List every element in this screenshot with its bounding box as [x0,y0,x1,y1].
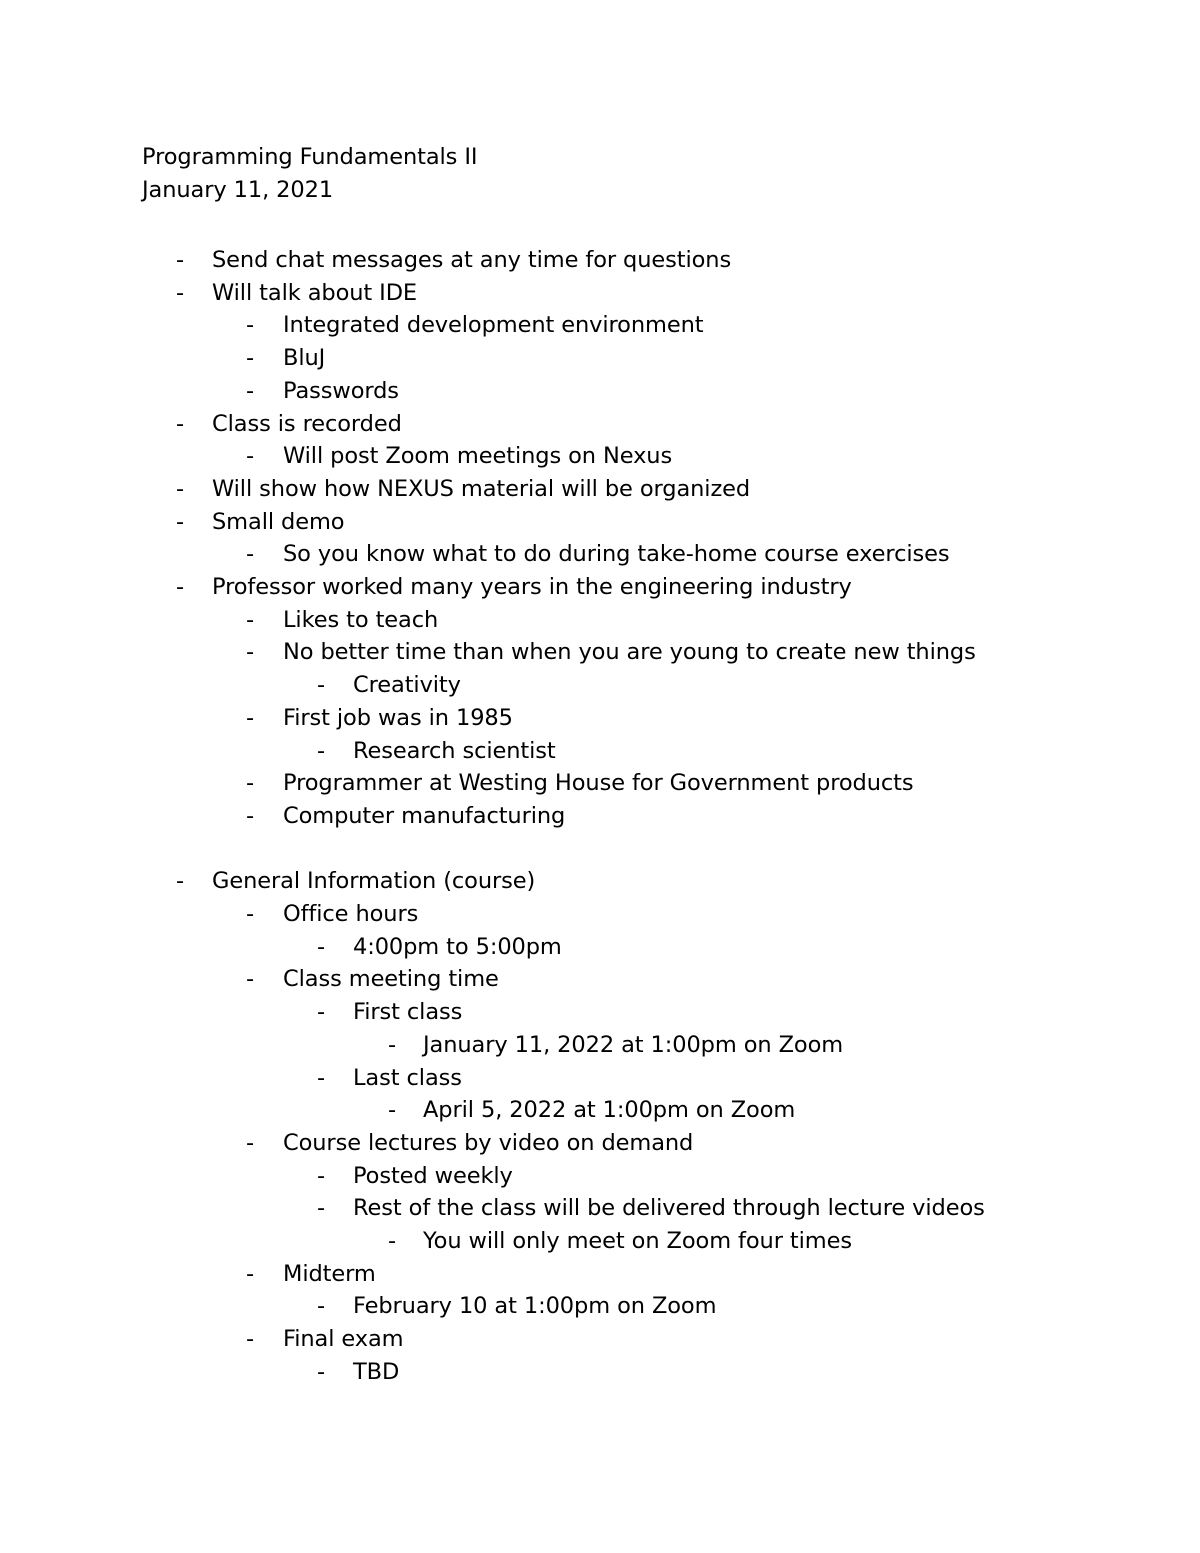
list-item-level-3: Last class [353,1064,462,1091]
list-item-level-1: Will show how NEXUS material will be organized [212,475,751,502]
list-item-level-4: January 11, 2022 at 1:00pm on Zoom [423,1031,844,1058]
bullet-marker: - [246,639,255,666]
list-item-level-2: Office hours [283,901,419,927]
bullet-marker: - [246,1260,255,1287]
list-item-level-1: Send chat messages at any time for questions [212,247,732,273]
list-item-level-2: Final exam [283,1326,404,1353]
list-item-level-3: Creativity [353,672,461,699]
bullet-marker: - [388,1228,397,1254]
bullet-marker: - [317,672,326,699]
bullet-marker: - [317,933,326,960]
list-item-level-3: 4:00pm to 5:00pm [353,933,562,960]
list-item-level-2: Programmer at Westing House for Government products [283,770,914,797]
list-item-level-3: TBD [353,1358,400,1385]
bullet-marker: - [246,901,255,927]
list-item-level-2: Class meeting time [283,966,499,993]
bullet-marker: - [246,1326,255,1353]
document-date: January 11, 2021 [142,176,334,203]
list-item-level-1: General Information (course) [212,868,536,895]
bullet-marker: - [317,999,326,1026]
bullet-marker: - [317,1293,326,1320]
list-item-level-2: First job was in 1985 [283,704,513,731]
list-item-level-1: Class is recorded [212,410,402,437]
list-item-level-3: Research scientist [353,737,556,764]
bullet-marker: - [246,1129,255,1156]
list-item-level-2: Midterm [283,1260,376,1287]
bullet-marker: - [176,410,185,437]
list-item-level-4: April 5, 2022 at 1:00pm on Zoom [423,1097,796,1124]
list-item-level-3: First class [353,999,463,1026]
list-item-level-1: Small demo [212,508,345,535]
bullet-marker: - [246,770,255,797]
bullet-marker: - [176,279,185,306]
bullet-marker: - [388,1031,397,1058]
bullet-marker: - [246,966,255,993]
bullet-marker: - [246,606,255,633]
list-item-level-2: BluJ [283,345,326,372]
bullet-marker: - [317,1358,326,1385]
list-item-level-3: February 10 at 1:00pm on Zoom [353,1293,717,1320]
list-item-level-2: Computer manufacturing [283,802,566,829]
bullet-marker: - [246,704,255,731]
bullet-marker: - [388,1097,397,1124]
list-item-level-2: Integrated development environment [283,312,704,339]
list-item-level-1: Professor worked many years in the engineering industry [212,574,852,600]
bullet-marker: - [246,541,255,568]
bullet-marker: - [317,737,326,764]
list-item-level-2: Likes to teach [283,606,439,633]
list-item-level-2: Passwords [283,377,399,404]
bullet-marker: - [246,802,255,829]
bullet-marker: - [246,312,255,339]
list-item-level-3: Rest of the class will be delivered through lecture videos [353,1195,985,1222]
document-title: Programming Fundamentals II [142,144,478,170]
bullet-marker: - [246,377,255,404]
bullet-marker: - [176,508,185,535]
list-item-level-2: So you know what to do during take-home course exercises [283,541,950,568]
list-item-level-2: Course lectures by video on demand [283,1129,694,1156]
bullet-marker: - [317,1162,326,1189]
bullet-marker: - [246,345,255,372]
list-item-level-3: Posted weekly [353,1162,513,1189]
list-item-level-4: You will only meet on Zoom four times [423,1228,852,1254]
bullet-marker: - [176,475,185,502]
bullet-marker: - [246,443,255,470]
list-item-level-1: Will talk about IDE [212,279,418,306]
bullet-marker: - [176,868,185,895]
bullet-marker: - [317,1064,326,1091]
bullet-marker: - [317,1195,326,1222]
bullet-marker: - [176,574,185,600]
list-item-level-2: No better time than when you are young to create new things [283,639,976,666]
list-item-level-2: Will post Zoom meetings on Nexus [283,443,673,470]
bullet-marker: - [176,247,185,273]
